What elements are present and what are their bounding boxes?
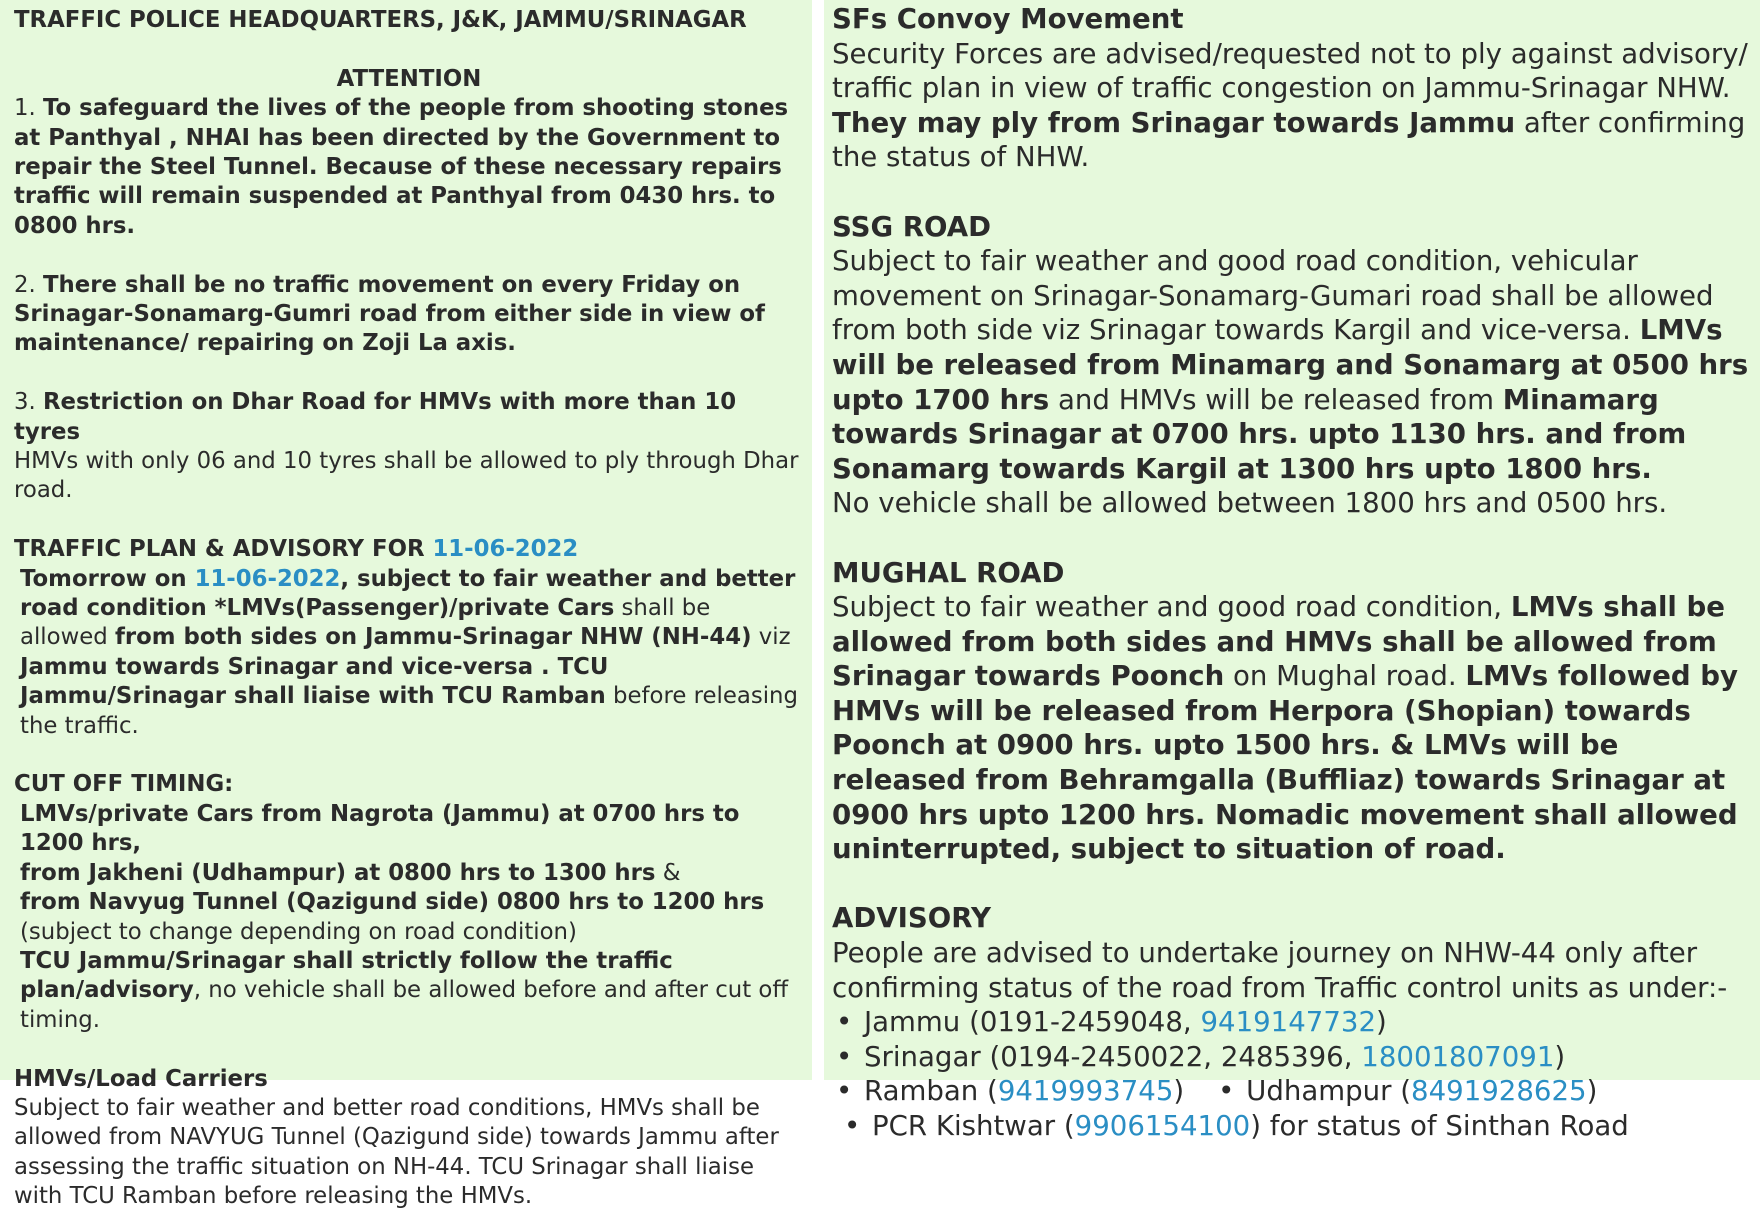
jammu-phone-link[interactable]: 9419147732 (1200, 1005, 1377, 1039)
contact-pcr-kishtwar: • PCR Kishtwar (9906154100) for status of Sinthan Road (832, 1109, 1750, 1144)
contact-jammu: • Jammu (0191-2459048, 9419147732) (832, 1005, 1750, 1040)
advisory-text: People are advised to undertake journey on NHW-44 only after confirming status of the road from Traffic control units as under:- (832, 936, 1728, 1004)
contact-ramban-udhampur: • Ramban (9419993745)• Udhampur (8491928625) (832, 1074, 1750, 1109)
srinagar-phone-link[interactable]: 18001807091 (1361, 1039, 1555, 1073)
cutoff-title: CUT OFF TIMING: (14, 771, 234, 798)
cutoff-line-1: LMVs/private Cars from Nagrota (Jammu) at 0700 hrs to 1200 hrs, (20, 800, 740, 857)
attention-heading: ATTENTION (336, 65, 482, 92)
advisory-title: ADVISORY (832, 901, 991, 935)
mughal-road-text: Subject to fair weather and good road condition, LMVs shall be allowed from both sides and HMVs shall be allowed from Srinagar towards Poonch on Mughal road. LMVs followed by HMVs will be released from Herpora (Shopian) towards Poonch at 0900 hrs. upto 1500 hrs. & LMVs will be released from Behramgalla (Buffliaz) towards Srinagar at 0900 hrs upto 1200 hrs. Nomadic movement shall allowed uninterrupted, subject to situation of road. (832, 590, 1738, 866)
ramban-phone-link[interactable]: 9419993745 (997, 1074, 1174, 1108)
plan-date-inline: 11-06-2022 (194, 565, 341, 592)
hmv-text: Subject to fair weather and better road conditions, HMVs shall be allowed from NAVYUG Tunnel (Qazigund side) towards Jammu after assessing the traffic situation on NH-44. TCU Srinagar shall liaise with TCU Ramban before releasing the HMVs. (14, 1094, 779, 1210)
contact-udhampur (1184, 1074, 1246, 1107)
cutoff-line-3: from Navyug Tunnel (Qazigund side) 0800 hrs to 1200 hrs (subject to change depending on road condition) (20, 889, 765, 945)
left-panel (0, 0, 812, 1210)
point-2: 2. There shall be no traffic movement on every Friday on Srinagar-Sonamarg-Gumri road from either side in view of maintenance/ repairing on Zoji La axis. (14, 271, 765, 357)
sf-convoy-text: Security Forces are advised/requested not to ply against advisory/ traffic plan in view of traffic congestion on Jammu-Srinagar NHW. They may ply from Srinagar towards Jammu after confirming the status of NHW. (832, 36, 1748, 174)
pcr-phone-link[interactable]: 9906154100 (1074, 1109, 1251, 1142)
sf-convoy-title: SFs Convoy Movement (832, 2, 1184, 35)
contact-srinagar: • Srinagar (0194-2450022, 2485396, 18001807091) (832, 1040, 1750, 1075)
mughal-road-title: MUGHAL ROAD (832, 555, 1065, 589)
traffic-plan-text: Tomorrow on 11-06-2022, subject to fair weather and better road condition *LMVs(Passenger)/private Cars shall be allowed from both sides on Jammu-Srinagar NHW (NH-44) viz Jammu towards Srinagar and vice-versa . TCU Jammu/Srinagar shall liaise with TCU Ramban before releasing the traffic. (20, 565, 798, 739)
right-panel (824, 0, 1760, 1142)
header-title: TRAFFIC POLICE HEADQUARTERS, J&K, JAMMU/SRINAGAR (14, 7, 747, 33)
cutoff-line-2: from Jakheni (Udhampur) at 0800 hrs to 1300 hrs & (20, 859, 681, 886)
plan-date: 11-06-2022 (432, 536, 579, 563)
cutoff-line-4: TCU Jammu/Srinagar shall strictly follow the traffic plan/advisory, no vehicle shall be allowed before and after cut off timing. (20, 947, 789, 1033)
point-3: 3. Restriction on Dhar Road for HMVs with more than 10 tyres HMVs with only 06 and 10 tyres shall be allowed to ply through Dhar road. (14, 389, 799, 504)
ssg-road-title: SSG ROAD (832, 209, 991, 243)
traffic-plan-title: TRAFFIC PLAN & ADVISORY FOR 11-06-2022 (14, 536, 579, 563)
ssg-road-text: Subject to fair weather and good road condition, vehicular movement on Srinagar-Sonamarg-Gumari road shall be allowed from both side viz Srinagar towards Kargil and vice-versa. LMVs will be released from Minamarg and Sonamarg at 0500 hrs upto 1700 hrs and HMVs will be released from Minamarg towards Srinagar at 0700 hrs. upto 1130 hrs. and from Sonamarg towards Kargil at 1300 hrs upto 1800 hrs. No vehicle shall be allowed between 1800 hrs and 0500 hrs. (832, 244, 1749, 520)
udhampur-phone-link[interactable]: 8491928625 (1411, 1074, 1587, 1108)
hmv-title: HMVs/Load Carriers (14, 1065, 268, 1092)
point-1: 1. To safeguard the lives of the people from shooting stones at Panthyal , NHAI has been directed by the Government to repair the Steel Tunnel. Because of these necessary repairs traffic will remain suspended at Panthyal from 0430 hrs. to 0800 hrs. (14, 95, 789, 239)
